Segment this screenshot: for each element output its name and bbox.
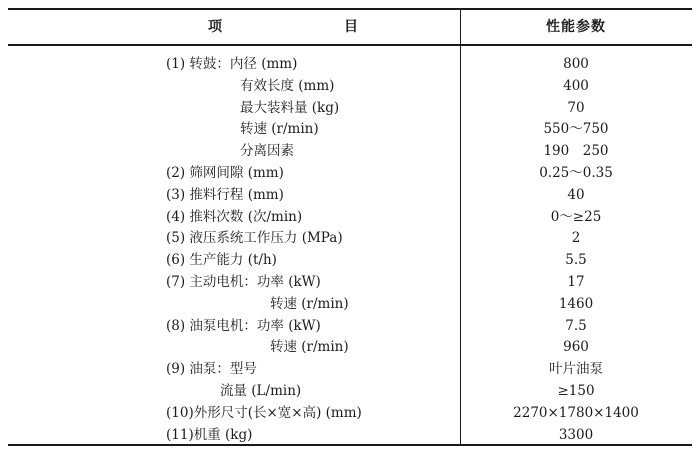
row-value: 190 250 <box>543 143 609 160</box>
table-row <box>8 76 692 98</box>
row-value: 1460 <box>558 295 594 312</box>
table-row <box>8 228 692 250</box>
row-label: 分离因素 <box>240 143 294 160</box>
row-value: 0～≥25 <box>550 208 602 225</box>
table-row <box>8 316 692 338</box>
row-value: 400 <box>563 77 589 94</box>
row-label: 有效长度 (mm) <box>240 77 335 94</box>
row-label: 转速 (r/min) <box>270 339 349 356</box>
table-row <box>8 294 692 316</box>
table-row <box>8 425 692 447</box>
table-row <box>8 403 692 425</box>
row-value: 70 <box>567 99 585 116</box>
row-label: 最大装料量 (kg) <box>240 99 340 116</box>
row-value: 7.5 <box>565 317 587 334</box>
row-value: 2 <box>571 230 581 247</box>
header-item-char-2: 目 <box>344 19 358 35</box>
table-row <box>8 119 692 141</box>
row-label: (1) 转鼓：内径 (mm) <box>166 56 298 72</box>
row-value: 40 <box>567 186 585 203</box>
row-value: 17 <box>567 273 585 290</box>
table-row <box>8 381 692 403</box>
table-row <box>8 272 692 294</box>
table-row <box>8 185 692 207</box>
table-row <box>8 141 692 163</box>
header-param: 性能参数 <box>546 19 606 35</box>
row-label: (9) 油泵：型号 <box>166 361 257 378</box>
row-label: (2) 筛网间隙 (mm) <box>166 164 284 181</box>
row-label: (4) 推料次数 (次/min) <box>166 208 303 225</box>
row-label: 流量 (L/min) <box>220 382 302 399</box>
row-value: 5.5 <box>565 252 587 269</box>
table-row <box>8 250 692 272</box>
row-value: 960 <box>563 339 589 356</box>
row-value: 0.25～0.35 <box>539 164 613 181</box>
row-value: 2270×1780×1400 <box>513 404 639 421</box>
row-value: 叶片油泵 <box>549 361 603 378</box>
row-label: (11)机重 (kg) <box>166 426 253 443</box>
row-label: (8) 油泵电机：功率 (kW) <box>166 317 321 334</box>
row-label: 转速 (r/min) <box>240 121 319 138</box>
header-rule <box>8 44 692 46</box>
row-value: 3300 <box>558 426 594 443</box>
table-body <box>8 54 692 446</box>
table-row <box>8 163 692 185</box>
row-label: 转速 (r/min) <box>270 295 349 312</box>
row-label: (3) 推料行程 (mm) <box>166 186 284 203</box>
row-value: 800 <box>563 56 589 72</box>
table-row <box>8 54 692 76</box>
table-row <box>8 359 692 381</box>
header-item-char-1: 项 <box>208 19 222 35</box>
table-row <box>8 98 692 120</box>
table-row <box>8 207 692 229</box>
row-value: 550～750 <box>543 121 609 138</box>
row-label: (10)外形尺寸(长×宽×高) (mm) <box>166 404 362 421</box>
row-label: (7) 主动电机：功率 (kW) <box>166 273 321 290</box>
row-label: (6) 生产能力 (t/h) <box>166 252 277 269</box>
header-item <box>8 10 460 44</box>
row-value: ≥150 <box>557 382 595 399</box>
table-row <box>8 337 692 359</box>
row-label: (5) 液压系统工作压力 (MPa) <box>166 230 343 247</box>
